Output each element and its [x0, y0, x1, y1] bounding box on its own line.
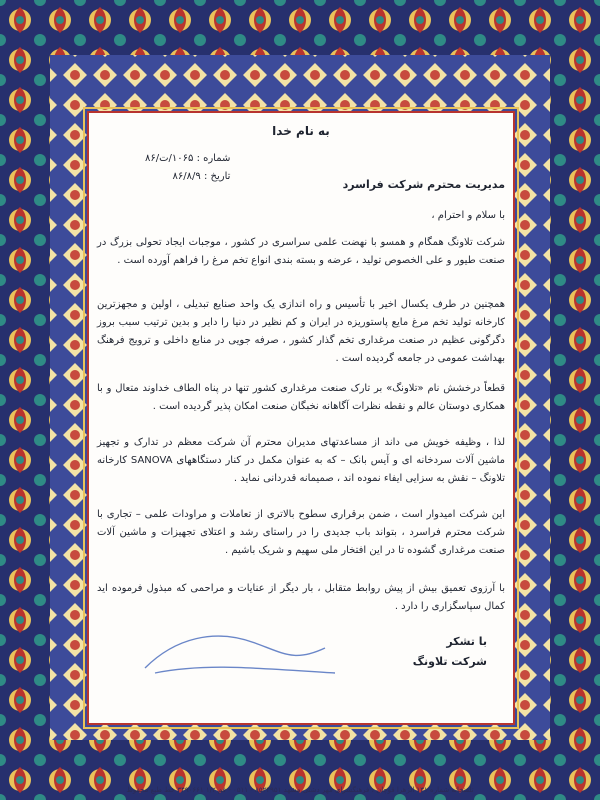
closing-company: شرکت تلاونگ [412, 655, 487, 668]
letter-addressee: مدیریت محترم شرکت فراسرد [342, 178, 505, 191]
paragraph: قطعاً درخشش نام «تلاونگ» بر تارک صنعت مرغداری کشور تنها در پناه الطاف خداوند متعال و با همکاری دوستان عالم و نقطه نظرات آگاهانه نخبگان صنعت امکان پذیر گردیده است . [97, 383, 505, 412]
letter-body [95, 118, 507, 718]
paragraph: شرکت تلاونگ همگام و همسو با نهضت علمی سراسری در کشور ، موجبات ایجاد تحولی بزرگ در صنعت طیور و علی الخصوص تولید ، عرضه و بسته بندی انواع تخم مرغ را فراهم آورده است . [97, 237, 505, 266]
letter-closing [413, 632, 487, 672]
letter-date: تاریخ : ۸۶/۸/۹ [172, 171, 231, 182]
footer-imprint: تلفنخانه شماره ۱۳۱ الزهرا قوچان ، فرهنگسرای مهر دشتی مشهد ۸۵۲۴۹۵۱ - ۰۵۱۱ - فم ۱/۲ ۳۴۹۰۶۶۱ خط طبع محفوظ [126, 786, 474, 794]
closing-thanks: با تشکر [446, 635, 487, 648]
handwritten-signature [135, 618, 355, 688]
letter-greeting: با سلام و احترام ، [431, 210, 505, 221]
letter-meta [145, 150, 230, 186]
paragraph: همچنین در طرف یکسال اخیر با تأسیس و راه اندازی یک واحد صنایع تبدیلی ، اولین و مجهزترین کارخانه تولید تخم مرغ مایع پاستوریزه در ایران و کم نظیر در دنیا را دایر و بدین ترتیب سبب بروز دگرگونی عظیم در صنعت مرغداری تخم گذار کشور ، صرفه جویی در منابع داخلی و ترویج فرهنگ بهداشت عمومی در جامعه گردیده است . [97, 299, 505, 364]
paragraph: با آرزوی تعمیق بیش از پیش روابط متقابل ، بار دیگر از عنایات و مراحمی که مبذول فرموده اید کمال سپاسگزاری را دارد . [97, 583, 505, 612]
paragraph: لذا ، وظیفه خویش می داند از مساعدتهای مدیران محترم آن شرکت معظم در تدارک و تجهیز ماشین آلات سردخانه ای و آیس بانک – که به عنوان مکمل در کنار دستگاههای SANOVA کارخانه تلاونگ – نقش به سزایی ایفاء نموده اند ، صمیمانه قدردانی نماید . [97, 437, 505, 484]
paragraph: این شرکت امیدوار است ، ضمن برقراری سطوح بالاتری از تعاملات و مراودات علمی – تجاری با شرکت محترم فراسرد ، بتواند باب جدیدی را در راستای رشد و اعتلای تجهیزات و ماشین آلات صنعت مرغداری گشوده تا در این افتخار ملی سهیم و شریک باشیم . [97, 509, 505, 556]
letter-title: به نام خدا [272, 124, 330, 138]
letter-number: شماره : ۱۰۶۵/ت/۸۶ [145, 153, 231, 164]
